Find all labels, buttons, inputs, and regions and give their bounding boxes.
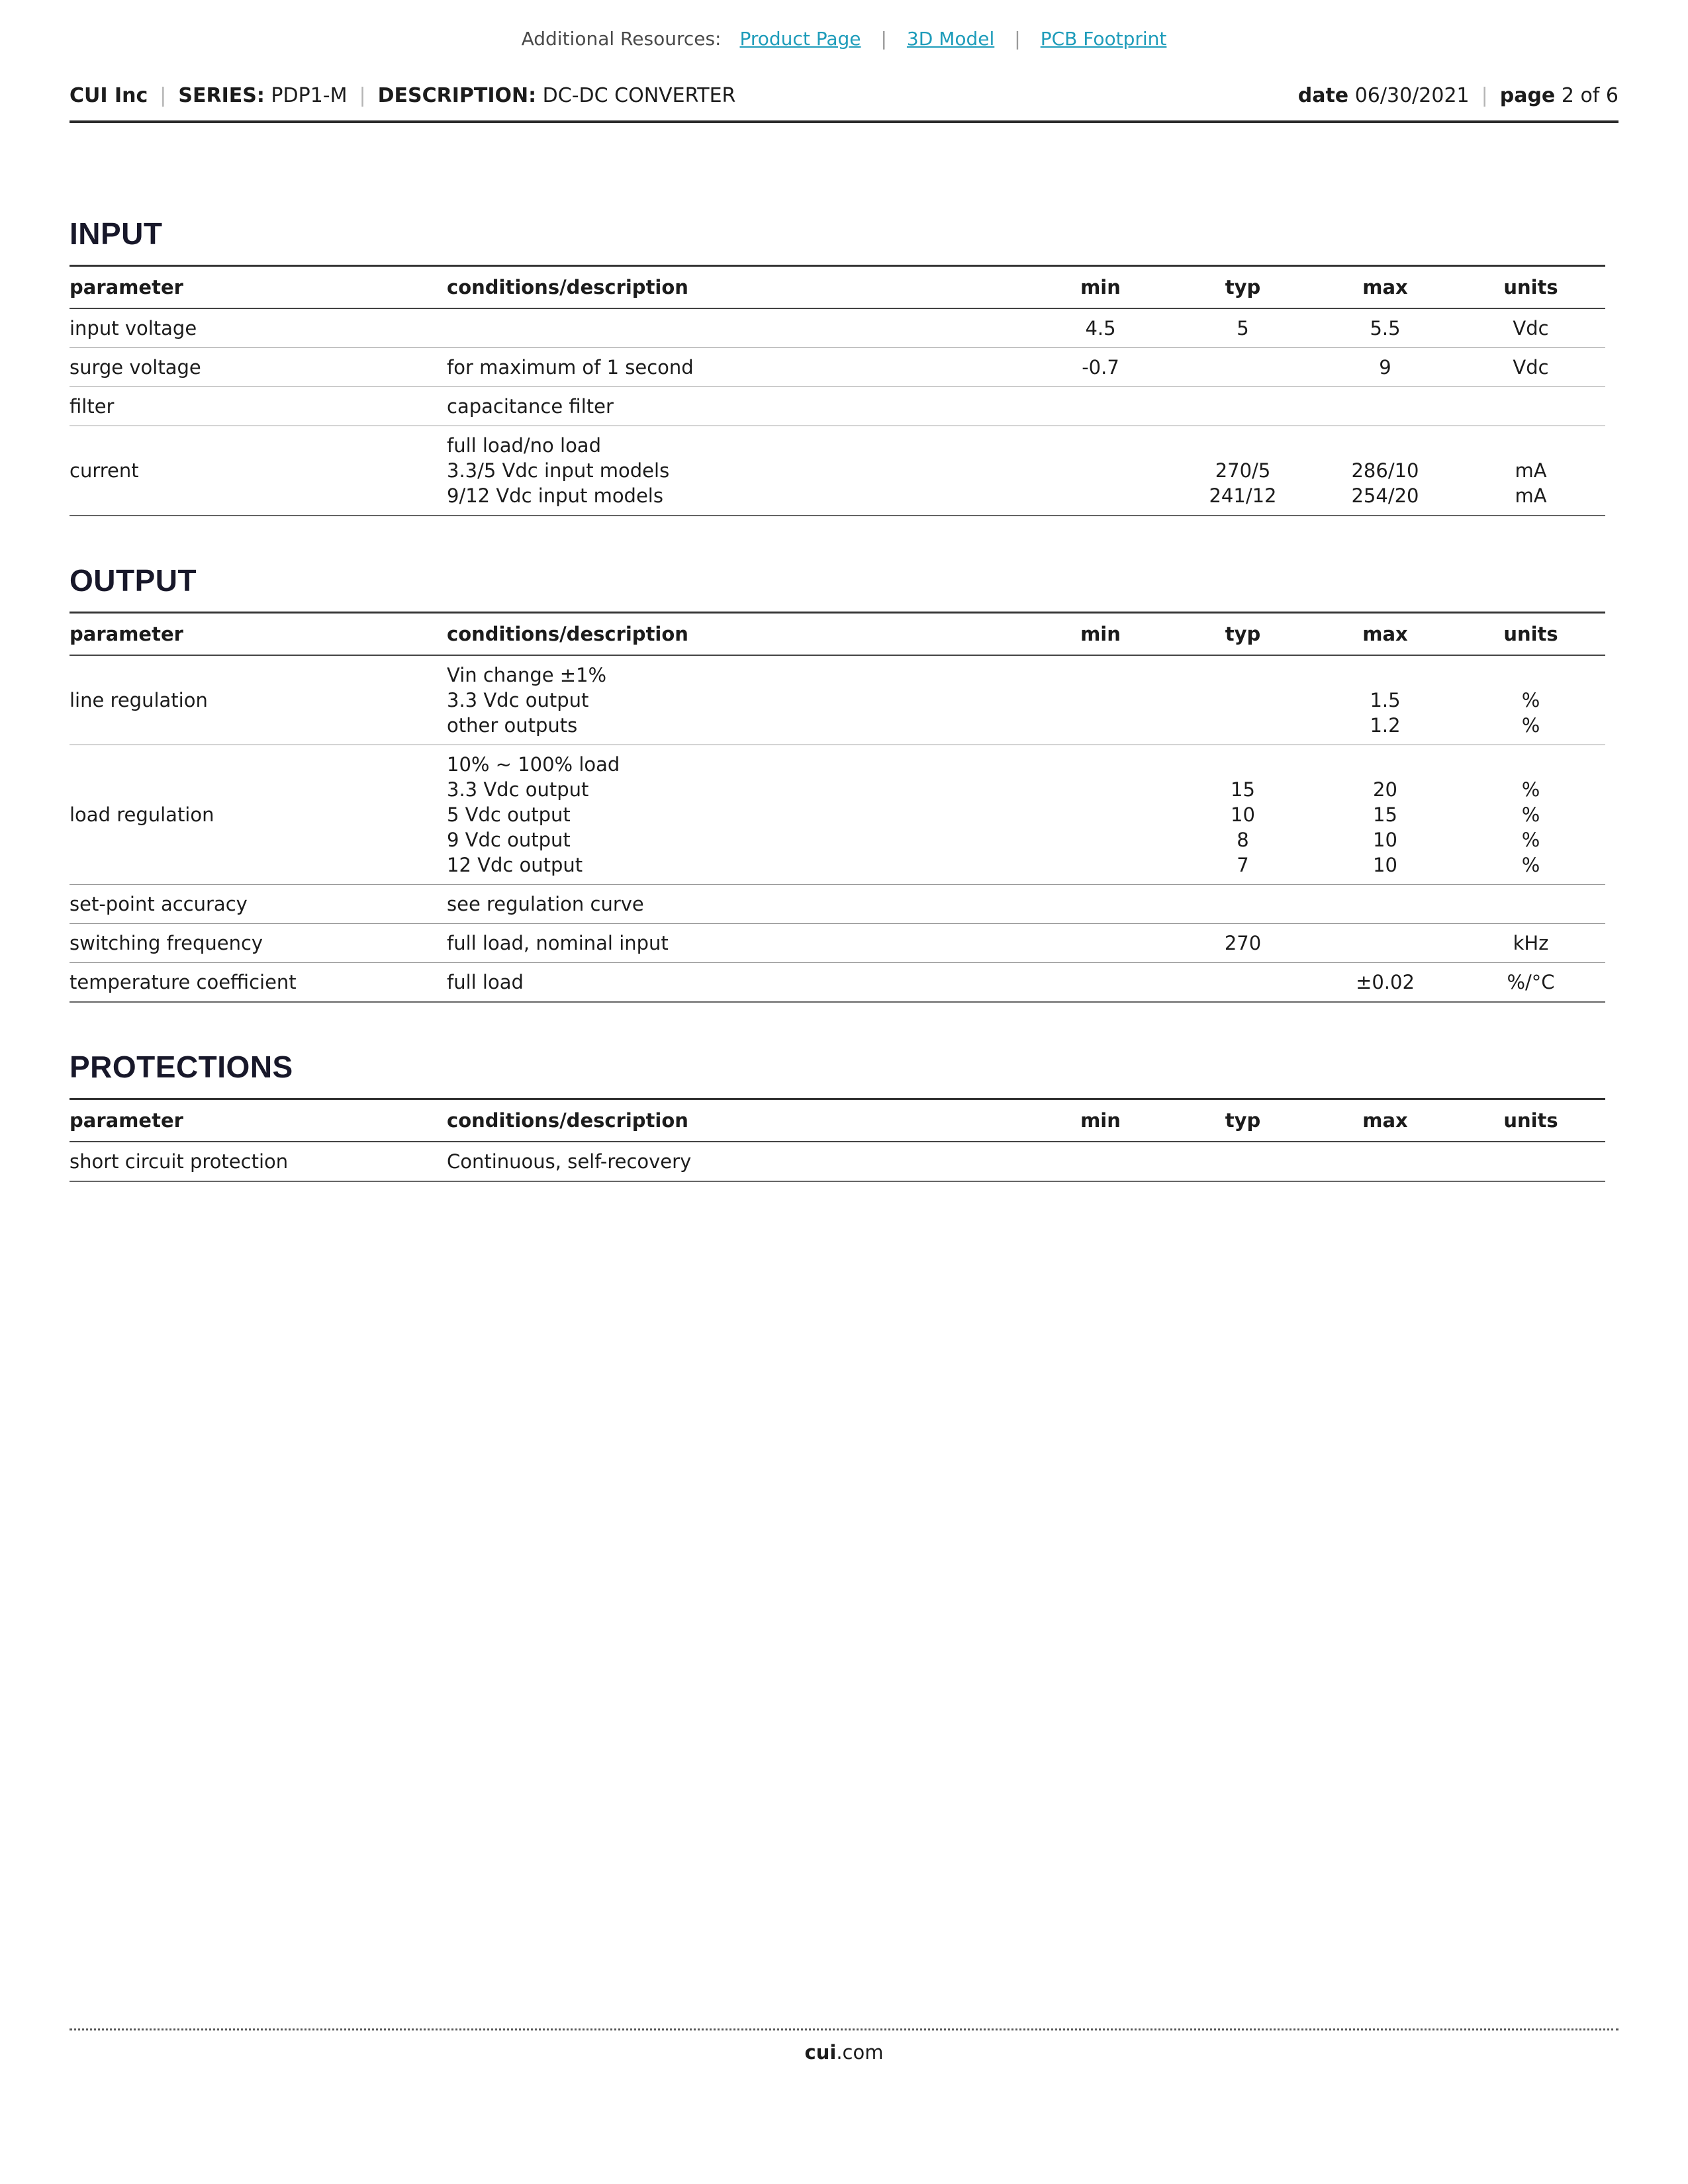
cell-units xyxy=(1456,970,1605,995)
cell-max xyxy=(1314,970,1456,995)
cell-parameter: temperature coefficient xyxy=(70,971,297,993)
column-header-units: units xyxy=(1503,623,1558,645)
cell-max xyxy=(1314,662,1456,738)
spec-sections xyxy=(70,216,1618,1182)
column-header-max: max xyxy=(1362,1109,1408,1132)
cell-line: 254/20 xyxy=(1351,484,1419,507)
cell-line: 5 Vdc output xyxy=(447,803,571,826)
cell-min xyxy=(1029,316,1172,341)
cell-line: 8 xyxy=(1237,829,1249,851)
header-right xyxy=(1298,84,1618,107)
cell-typ xyxy=(1172,433,1314,508)
cell-typ xyxy=(1172,316,1314,341)
table-row xyxy=(70,885,1605,924)
cell-max xyxy=(1314,433,1456,508)
table-row xyxy=(70,963,1605,1003)
cell-typ xyxy=(1172,752,1314,878)
table-row xyxy=(70,656,1605,745)
cell-line xyxy=(1314,752,1456,777)
table-row xyxy=(70,924,1605,963)
spec-table xyxy=(70,265,1605,516)
section-title: INPUT xyxy=(70,216,163,251)
column-header-parameter: parameter xyxy=(70,276,183,298)
cell-parameter: short circuit protection xyxy=(70,1150,289,1173)
description-value: DC-DC CONVERTER xyxy=(542,84,736,107)
spec-section xyxy=(70,563,1618,1003)
spec-table xyxy=(70,1098,1605,1182)
column-header-conditions-description: conditions/description xyxy=(447,276,688,298)
header-divider: | xyxy=(160,84,167,107)
cell-conditions xyxy=(447,394,1029,419)
cell-line xyxy=(1314,662,1456,688)
cell-line: full load, nominal input xyxy=(447,932,669,954)
company-name: CUI Inc xyxy=(70,84,148,107)
resources-separator: | xyxy=(1014,28,1021,50)
footer-brand-bold: cui xyxy=(804,2041,837,2064)
column-header-parameter: parameter xyxy=(70,1109,183,1132)
column-header-max: max xyxy=(1362,623,1408,645)
cell-line xyxy=(1314,433,1456,458)
cell-max xyxy=(1314,355,1456,380)
cell-units xyxy=(1456,433,1605,508)
cell-line: 7 xyxy=(1237,854,1249,876)
column-header-min: min xyxy=(1080,1109,1121,1132)
cell-line xyxy=(1456,752,1605,777)
cell-line: 4.5 xyxy=(1085,317,1116,340)
cell-conditions xyxy=(447,752,1029,878)
cell-parameter: set-point accuracy xyxy=(70,893,248,915)
header-divider: | xyxy=(1481,84,1488,107)
cell-line: see regulation curve xyxy=(447,893,644,915)
cell-conditions xyxy=(447,355,1029,380)
spec-section xyxy=(70,216,1618,516)
cell-line: % xyxy=(1521,689,1540,711)
cell-line: 270 xyxy=(1224,932,1262,954)
cell-line: full load/no load xyxy=(447,434,601,457)
cell-line: % xyxy=(1521,803,1540,826)
spec-section xyxy=(70,1049,1618,1182)
column-header-max: max xyxy=(1362,276,1408,298)
cell-units xyxy=(1456,662,1605,738)
cell-line: Vdc xyxy=(1513,317,1549,340)
cell-line: 270/5 xyxy=(1215,459,1271,482)
cell-line: 9 Vdc output xyxy=(447,829,571,851)
table-row xyxy=(70,1142,1605,1182)
cell-line: 3.3/5 Vdc input models xyxy=(447,459,670,482)
cell-parameter: filter xyxy=(70,395,115,418)
column-header-min: min xyxy=(1080,276,1121,298)
additional-resources-bar xyxy=(0,0,1688,50)
cell-line: capacitance filter xyxy=(447,395,614,418)
cell-line: mA xyxy=(1515,459,1547,482)
footer-brand xyxy=(70,2041,1618,2064)
cell-line xyxy=(1172,752,1314,777)
cell-line: 3.3 Vdc output xyxy=(447,778,589,801)
cell-max xyxy=(1314,316,1456,341)
cell-line: 15 xyxy=(1373,803,1397,826)
cell-line: kHz xyxy=(1513,932,1549,954)
cell-conditions xyxy=(447,1149,1029,1174)
cell-line: 12 Vdc output xyxy=(447,854,583,876)
cell-parameter: input voltage xyxy=(70,317,197,340)
column-header-units: units xyxy=(1503,276,1558,298)
cell-parameter: switching frequency xyxy=(70,932,263,954)
page-footer xyxy=(70,2028,1618,2064)
cell-conditions xyxy=(447,891,1029,917)
column-header-min: min xyxy=(1080,623,1121,645)
cell-conditions xyxy=(447,931,1029,956)
cell-line: ±0.02 xyxy=(1356,971,1415,993)
cell-line: 10 xyxy=(1373,854,1397,876)
cell-line: % xyxy=(1521,829,1540,851)
cell-line: 241/12 xyxy=(1209,484,1277,507)
cell-line: 1.2 xyxy=(1370,714,1401,737)
cell-parameter: line regulation xyxy=(70,689,208,711)
cell-line: 9/12 Vdc input models xyxy=(447,484,663,507)
cell-line: full load xyxy=(447,971,524,993)
cell-conditions xyxy=(447,662,1029,738)
table-body xyxy=(70,1142,1605,1182)
header-divider: | xyxy=(359,84,366,107)
date-value: 06/30/2021 xyxy=(1354,84,1470,107)
cell-units xyxy=(1456,931,1605,956)
column-header-typ: typ xyxy=(1225,1109,1261,1132)
cell-line: 10 xyxy=(1373,829,1397,851)
cell-line: 9 xyxy=(1379,356,1391,379)
table-row xyxy=(70,309,1605,348)
cell-typ xyxy=(1172,931,1314,956)
column-header-typ: typ xyxy=(1225,623,1261,645)
cell-line: for maximum of 1 second xyxy=(447,356,694,379)
cell-parameter: current xyxy=(70,459,139,482)
footer-brand-rest: .com xyxy=(836,2041,884,2064)
cell-min xyxy=(1029,355,1172,380)
column-header-typ: typ xyxy=(1225,276,1261,298)
cell-line: % xyxy=(1521,714,1540,737)
cell-line: other outputs xyxy=(447,714,578,737)
series-value: PDP1-M xyxy=(271,84,348,107)
resources-separator: | xyxy=(880,28,887,50)
section-title: OUTPUT xyxy=(70,563,197,598)
cell-line: 286/10 xyxy=(1351,459,1419,482)
cell-conditions xyxy=(447,433,1029,508)
table-header-row xyxy=(70,267,1605,309)
cell-line: 3.3 Vdc output xyxy=(447,689,589,711)
cell-conditions xyxy=(447,970,1029,995)
table-row xyxy=(70,426,1605,516)
cell-line: 5.5 xyxy=(1370,317,1401,340)
cell-line xyxy=(1456,433,1605,458)
table-header-row xyxy=(70,1100,1605,1142)
cell-max xyxy=(1314,752,1456,878)
table-header-row xyxy=(70,614,1605,656)
table-row xyxy=(70,745,1605,885)
cell-line: %/°C xyxy=(1507,971,1555,993)
cell-line: 10 xyxy=(1231,803,1255,826)
description-label: DESCRIPTION: xyxy=(377,84,537,107)
resources-label: Additional Resources: xyxy=(521,28,722,50)
cell-line: 15 xyxy=(1231,778,1255,801)
cell-line: % xyxy=(1521,778,1540,801)
3d-model-link[interactable]: 3D Model xyxy=(906,28,995,50)
cell-units xyxy=(1456,316,1605,341)
column-header-units: units xyxy=(1503,1109,1558,1132)
pcb-footprint-link[interactable]: PCB Footprint xyxy=(1040,28,1167,50)
section-title: PROTECTIONS xyxy=(70,1050,293,1084)
cell-line: Vdc xyxy=(1513,356,1549,379)
cell-line: mA xyxy=(1515,484,1547,507)
header-left xyxy=(70,84,735,107)
date-label: date xyxy=(1297,84,1349,107)
column-header-parameter: parameter xyxy=(70,623,183,645)
column-header-conditions-description: conditions/description xyxy=(447,1109,688,1132)
cell-line: Vin change ±1% xyxy=(447,664,607,686)
table-row xyxy=(70,348,1605,387)
page-label: page xyxy=(1499,84,1556,107)
table-row xyxy=(70,387,1605,426)
spec-table xyxy=(70,612,1605,1003)
column-header-conditions-description: conditions/description xyxy=(447,623,688,645)
page-value: 2 of 6 xyxy=(1561,84,1618,107)
document-header xyxy=(70,84,1618,123)
cell-line: Continuous, self-recovery xyxy=(447,1150,692,1173)
cell-parameter: load regulation xyxy=(70,803,214,826)
footer-dotted-rule xyxy=(70,2028,1618,2030)
cell-line: 10% ~ 100% load xyxy=(447,753,620,776)
cell-line: 5 xyxy=(1237,317,1249,340)
cell-parameter: surge voltage xyxy=(70,356,201,379)
cell-units xyxy=(1456,355,1605,380)
series-label: SERIES: xyxy=(178,84,265,107)
cell-line xyxy=(1172,433,1314,458)
table-body xyxy=(70,309,1605,516)
product-page-link[interactable]: Product Page xyxy=(739,28,861,50)
cell-line: -0.7 xyxy=(1082,356,1119,379)
cell-line: % xyxy=(1521,854,1540,876)
cell-line: 20 xyxy=(1373,778,1397,801)
cell-line: 1.5 xyxy=(1370,689,1401,711)
cell-line xyxy=(1456,662,1605,688)
table-body xyxy=(70,656,1605,1003)
cell-units xyxy=(1456,752,1605,878)
